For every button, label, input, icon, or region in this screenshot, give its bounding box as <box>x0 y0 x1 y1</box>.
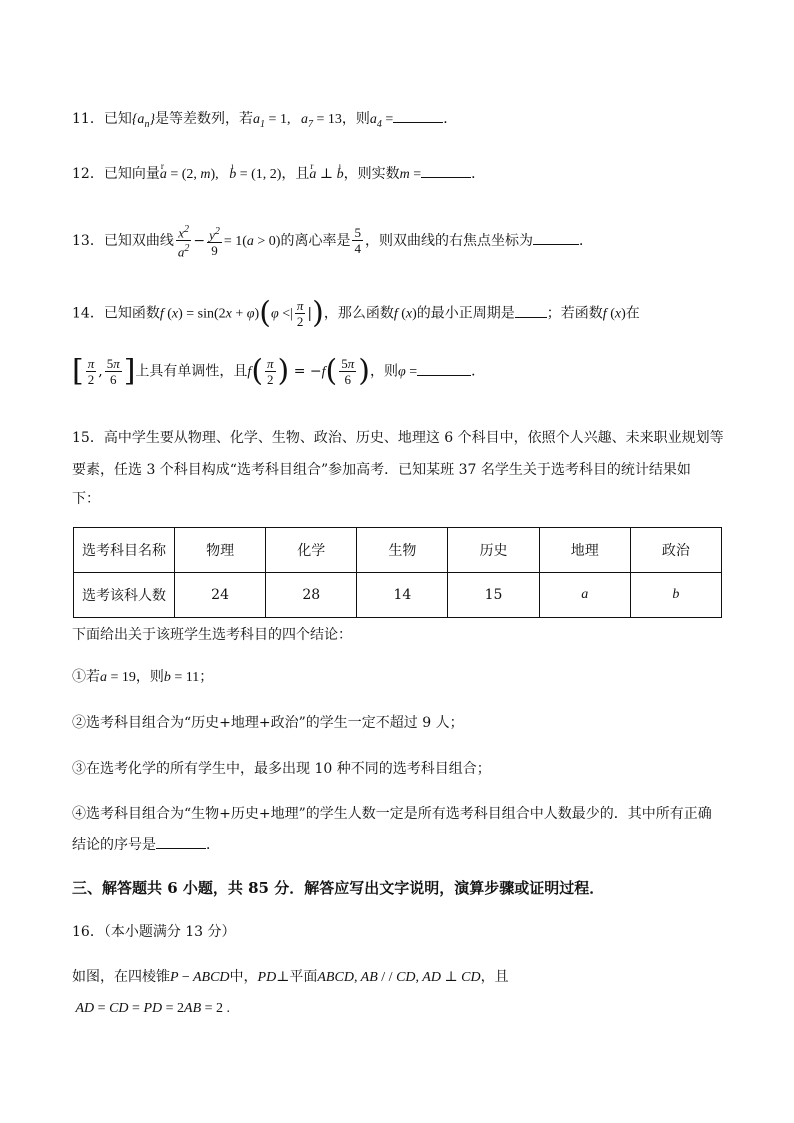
answer-blank-14a <box>515 303 547 318</box>
conclusion-2: ②选考科目组合为“历史+地理+政治”的学生一定不超过 9 人； <box>72 715 464 731</box>
question-11: 11．已知$\{a_n\}$是等差数列，若$a_1 = 1$, $a_7 = 13$，则$a_4$ = ． <box>72 108 457 135</box>
question-14-line-2: [ $\frac{\pi}{2}$ , $\frac{5\pi}{6}$ ]上具有单调性，且f( $\frac{\pi}{2}$ ) = −f( $\frac{5\pi}{6}$ )，则φ = ． <box>72 353 486 389</box>
section-3-heading: 三、解答题共 6 小题，共 85 分．解答应写出文字说明，演算步骤或证明过程． <box>72 879 605 897</box>
table-cell: 选考该科人数 <box>74 573 175 618</box>
question-16-line-1: 如图，在四棱锥P − ABCD中，PD⊥平面ABCD, AB / / CD, AD ⊥ CD，且 <box>72 969 509 985</box>
question-15-line-1: 15．高中学生要从物理、化学、生物、政治、历史、地理这 6 个科目中，依照个人兴趣、未来职业规划等 <box>72 430 724 446</box>
answer-blank-13 <box>533 230 579 245</box>
table-row <box>74 573 722 618</box>
table-cell: 24 <box>175 573 266 618</box>
table-cell: 生物 <box>357 528 448 573</box>
table-cell: 14 <box>357 573 448 618</box>
table-cell: 政治 <box>630 528 721 573</box>
table-cell: 历史 <box>448 528 539 573</box>
conclusion-4: ④选考科目组合为“生物+历史+地理”的学生人数一定是所有选考科目组合中人数最少的．其中所有正确 <box>72 806 712 822</box>
table-cell: 28 <box>266 573 357 618</box>
subject-count-table <box>73 527 722 618</box>
question-15-line-3: 下： <box>72 491 100 507</box>
question-12: 12．已知向量r a = (2, m), ı b = (1, 2)，且r a ⊥ ı b，则实数m = ． <box>72 163 485 185</box>
conclusions-intro: 下面给出关于该班学生选考科目的四个结论： <box>72 627 352 643</box>
question-14-line-1: 14．已知函数f (x) = sin(2x + φ)(φ <| $\frac{\pi}{2}$ |)，那么函数f (x)的最小正周期是 ；若函数f (x)在 <box>72 295 640 331</box>
question-13: 13．已知双曲线 $\frac{x^2}{a^2}$ − $\frac{y^2}{9}$ = 1(a > 0)的离心率是 $\frac{5}{4}$ ，则双曲线的右焦点坐标为 ． <box>72 224 593 260</box>
answer-blank-12 <box>421 163 471 178</box>
answer-blank-11 <box>393 108 443 123</box>
question-15-line-2: 要素，任选 3 个科目构成“选考科目组合”参加高考．已知某班 37 名学生关于选考科目的统计结果如 <box>72 462 691 478</box>
table-row <box>74 528 722 573</box>
table-cell: a <box>539 573 630 618</box>
conclusion-3: ③在选考化学的所有学生中，最多出现 10 种不同的选考科目组合； <box>72 761 491 777</box>
answer-blank-14b <box>417 361 471 376</box>
table-cell: 选考科目名称 <box>74 528 175 573</box>
table-cell: 15 <box>448 573 539 618</box>
table-cell: 地理 <box>539 528 630 573</box>
answer-blank-15 <box>156 834 206 849</box>
table-cell: 化学 <box>266 528 357 573</box>
table-cell: b <box>630 573 721 618</box>
question-16-line-2: AD = CD = PD = 2AB = 2 . <box>72 1001 231 1016</box>
conclusion-1: ①若a = 19，则b = 11； <box>72 669 214 685</box>
sequence-symbol: $\{a_n\}$ <box>131 112 156 130</box>
question-16-heading: 16．（本小题满分 13 分） <box>72 924 236 940</box>
table-cell: 物理 <box>175 528 266 573</box>
conclusion-5: 结论的序号是 ． <box>72 834 220 855</box>
